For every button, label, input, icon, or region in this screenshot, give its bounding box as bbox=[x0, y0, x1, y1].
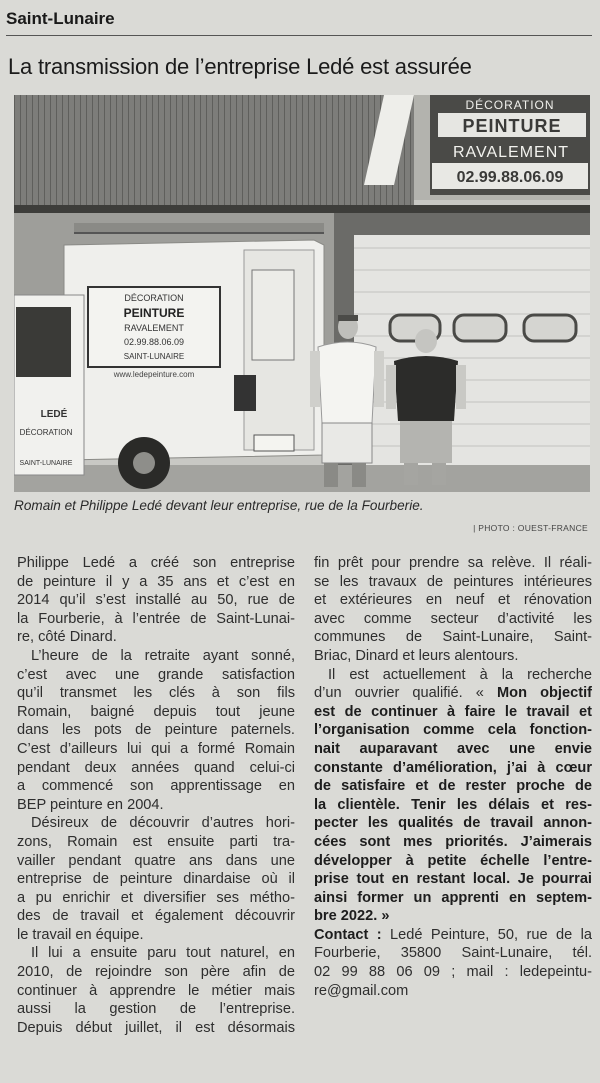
text-line: Philippe Ledé a créé son entreprise bbox=[17, 555, 295, 571]
text-line: Désireux de découvrir d’autres hori- bbox=[31, 815, 295, 832]
quote-text: constante d’amélioration, j’ai à cœur bbox=[314, 759, 592, 776]
text-line: 2014 qu’il s’est installé au 50, rue de bbox=[17, 592, 295, 609]
text-line: Depuis début juillet, il est désormais bbox=[17, 1019, 295, 1036]
text-line: la Fourberie, à l’entrée de Saint-Lunai- bbox=[17, 610, 295, 627]
article-headline: La transmission de l’entreprise Ledé est assurée bbox=[8, 54, 472, 79]
text-line: communes de Saint-Lunaire, Saint- bbox=[314, 629, 592, 646]
photo-caption: Romain et Philippe Ledé devant leur entreprise, rue de la Fourberie. bbox=[14, 498, 424, 513]
quote-text: Mon objectif bbox=[497, 685, 592, 702]
contact-text: re@gmail.com bbox=[314, 982, 409, 999]
text-line: se les travaux de peintures intérieures bbox=[314, 573, 592, 590]
sign-decoration-text: DÉCORATION bbox=[465, 98, 555, 112]
text-line: aussi la gestion de l’entreprise. bbox=[17, 1001, 295, 1018]
photo-credit: | PHOTO : OUEST-FRANCE bbox=[473, 523, 588, 533]
text-line: de peinture il y a 35 ans et c’est en bbox=[17, 573, 295, 590]
quote-text: ainsi former un apprenti en septem- bbox=[314, 889, 592, 906]
svg-text:www.ledepeinture.com: www.ledepeinture.com bbox=[113, 370, 195, 379]
quote-text: développer à petite échelle l’entre- bbox=[314, 852, 592, 869]
text-line: Il lui a ensuite paru tout naturel, en bbox=[31, 945, 295, 962]
contact-text: 02 99 88 06 09 ; mail : ledepeintu- bbox=[314, 964, 592, 981]
section-title: Saint-Lunaire bbox=[6, 9, 115, 28]
quote-text: nait auparavant avec une envie bbox=[314, 740, 592, 757]
sign-ravalement-text: RAVALEMENT bbox=[452, 144, 570, 161]
text-line: fin prêt pour prendre sa relève. Il réali- bbox=[314, 555, 592, 571]
quote-text: bre 2022. » bbox=[314, 908, 390, 925]
svg-text:SAINT-LUNAIRE: SAINT-LUNAIRE bbox=[19, 460, 73, 467]
text-line: dans les pots de peinture paternels. bbox=[17, 722, 295, 739]
text-line: c’est avec une grande satisfaction bbox=[17, 666, 295, 683]
sign-peinture-text: PEINTURE bbox=[462, 116, 562, 136]
quote-text: prise tout en restant local. Je pourrai bbox=[314, 871, 592, 888]
quote-text: cées sont mes priorités. J’aimerais bbox=[314, 833, 592, 850]
text-line: Romain, baigné depuis tout jeune bbox=[17, 703, 295, 720]
quote-text: de satisfaire et de rester proche de bbox=[314, 778, 592, 795]
svg-text:DÉCORATION: DÉCORATION bbox=[19, 428, 73, 437]
svg-text:LEDÉ: LEDÉ bbox=[40, 409, 68, 420]
text-line: d’un ouvrier qualifié. « bbox=[314, 685, 498, 702]
text-line: 2010, de rejoindre son père afin de bbox=[17, 964, 295, 981]
text-line: pendant deux années quand celui-ci bbox=[17, 759, 295, 776]
quote-text: pecter les qualités de travail annon- bbox=[314, 815, 592, 832]
contact-label: Contact : bbox=[314, 926, 391, 943]
svg-text:SAINT-LUNAIRE: SAINT-LUNAIRE bbox=[123, 352, 185, 361]
text-line: le travail en équipe. bbox=[17, 926, 144, 943]
text-line: vailler pendant quatre ans dans une bbox=[17, 852, 295, 869]
quote-text: la clientèle. Tenir les délais et res- bbox=[314, 796, 592, 813]
text-line: BEP peinture en 2004. bbox=[17, 796, 164, 813]
article-column-2 bbox=[314, 554, 592, 1000]
article-column-1 bbox=[17, 554, 295, 1037]
svg-text:02.99.88.06.09: 02.99.88.06.09 bbox=[123, 337, 185, 347]
text-line: L’heure de la retraite ayant sonné, bbox=[31, 647, 295, 664]
text-line: avec comme secteur d’activité les bbox=[314, 610, 592, 627]
shop-sign bbox=[430, 95, 590, 195]
text-line: Briac, Dinard et leurs alentours. bbox=[314, 647, 519, 664]
text-line: qu’il transmet les clés à son fils bbox=[17, 685, 295, 702]
text-line: a commencé son apprentissage en bbox=[17, 778, 295, 795]
text-line: Il est actuellement à la recherche bbox=[328, 666, 592, 683]
svg-text:PEINTURE: PEINTURE bbox=[123, 306, 185, 320]
contact-text: Fourberie, 35800 Saint-Lunaire, tél. bbox=[314, 945, 592, 962]
quote-text: est de continuer à faire le travail et bbox=[314, 703, 592, 720]
svg-text:DÉCORATION: DÉCORATION bbox=[124, 293, 184, 303]
text-line: C’est d’ailleurs lui qui a formé Romain bbox=[17, 740, 295, 757]
section-rule bbox=[6, 35, 592, 36]
svg-text:RAVALEMENT: RAVALEMENT bbox=[124, 323, 184, 333]
text-line: des de travail et également découvrir bbox=[17, 908, 295, 925]
contact-text: Ledé Peinture, 50, rue de la bbox=[390, 926, 592, 943]
quote-text: l’organisation comme cela fonction- bbox=[314, 722, 592, 739]
text-line: zons, Romain est ensuite parti tra- bbox=[17, 833, 295, 850]
van bbox=[64, 240, 324, 489]
text-line: a pu enrichir et diversifier ses métho- bbox=[17, 889, 295, 906]
sign-phone-text: 02.99.88.06.09 bbox=[456, 169, 564, 186]
article-photo bbox=[14, 95, 590, 492]
van-second bbox=[14, 295, 84, 475]
text-line: re, côté Dinard. bbox=[17, 629, 117, 646]
text-line: entreprise de peinture dinardaise où il bbox=[17, 871, 295, 888]
text-line: et extérieures en neuf et rénovation bbox=[314, 592, 592, 609]
text-line: continuer à apprendre le métier mais bbox=[17, 982, 295, 999]
